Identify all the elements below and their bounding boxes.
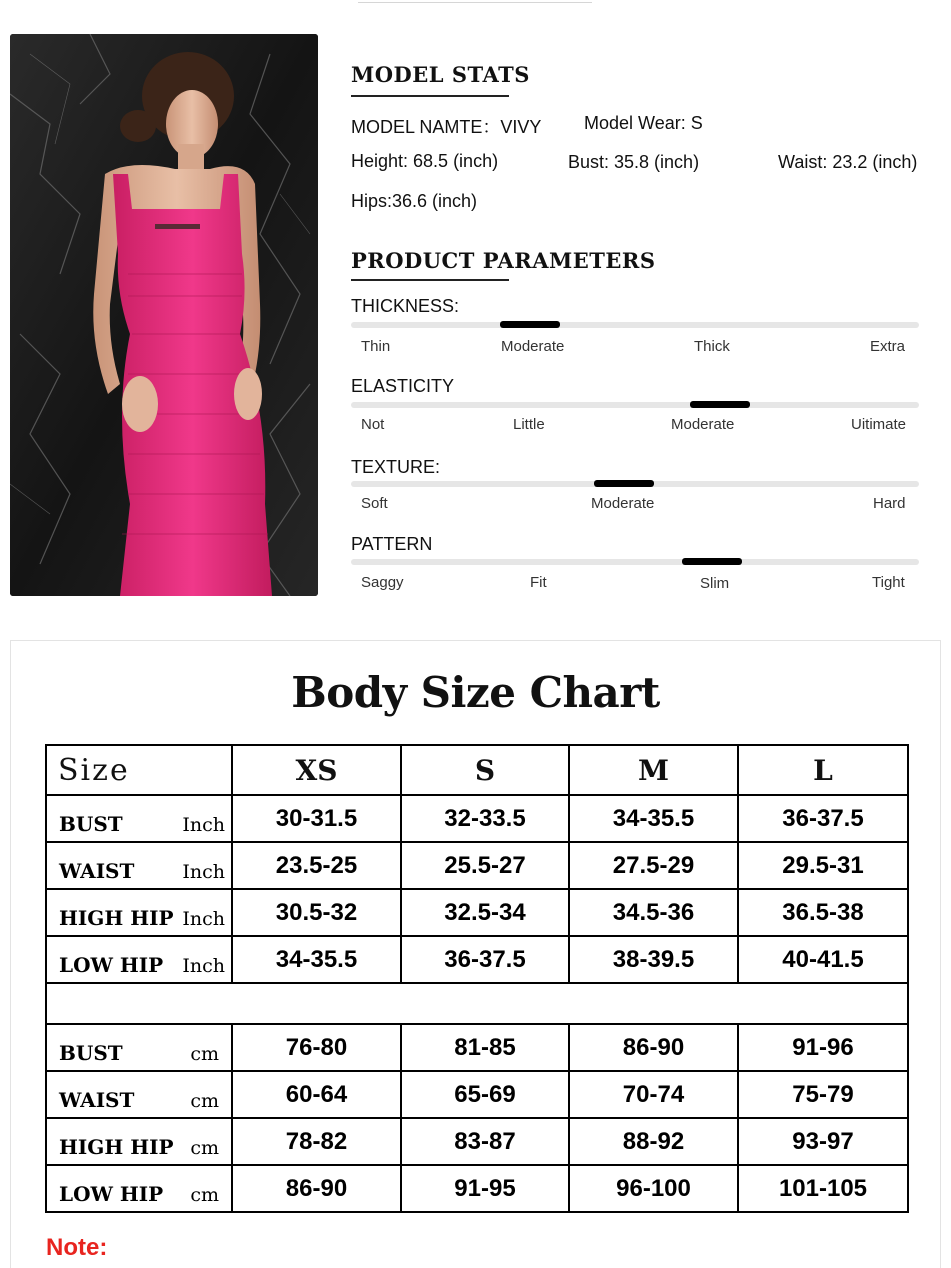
table-row	[46, 842, 908, 889]
table-cell: 32.5-34	[401, 889, 569, 936]
note-label: Note:	[46, 1234, 108, 1261]
thickness-scale-label: Moderate	[501, 338, 565, 355]
row-name: WAIST	[59, 859, 135, 883]
model-name: MODEL NAMTE：VIVY	[351, 117, 542, 137]
table-cell: 34-35.5	[569, 795, 738, 842]
row-name: HIGH HIP	[59, 1135, 174, 1159]
top-divider	[358, 2, 592, 3]
table-cell: 91-96	[738, 1024, 908, 1071]
table-cell: 81-85	[401, 1024, 569, 1071]
table-cell: 75-79	[738, 1071, 908, 1118]
table-cell: 25.5-27	[401, 842, 569, 889]
row-unit: Inch	[182, 955, 225, 977]
model-wear: Model Wear: S	[584, 113, 703, 133]
model-bust: Bust: 35.8 (inch)	[568, 152, 700, 172]
thickness-marker	[500, 321, 560, 328]
table-cell: 78-82	[232, 1118, 401, 1165]
model-photo	[10, 34, 318, 596]
model-stats-title: MODEL STATS	[351, 62, 530, 87]
elasticity-marker	[690, 401, 750, 408]
row-unit: cm	[190, 1043, 219, 1065]
table-cell: 76-80	[232, 1024, 401, 1071]
row-label	[46, 1024, 232, 1071]
table-cell: 23.5-25	[232, 842, 401, 889]
row-label	[46, 889, 232, 936]
size-column-header: XS	[232, 745, 401, 795]
product-parameters-title: PRODUCT PARAMETERS	[351, 248, 656, 273]
pattern-scale-label: Tight	[872, 574, 905, 591]
size-header-row	[46, 745, 908, 795]
table-cell: 36-37.5	[401, 936, 569, 983]
row-label	[46, 1118, 232, 1165]
table-row	[46, 1165, 908, 1212]
thickness-track	[351, 322, 919, 328]
table-spacer-row	[46, 983, 908, 1024]
table-row	[46, 889, 908, 936]
table-cell: 30.5-32	[232, 889, 401, 936]
table-cell: 30-31.5	[232, 795, 401, 842]
table-cell: 86-90	[232, 1165, 401, 1212]
thickness-scale-label: Thick	[694, 338, 730, 355]
row-name: BUST	[59, 1041, 123, 1065]
elasticity-scale-label: Not	[361, 416, 385, 433]
row-unit: Inch	[182, 861, 225, 883]
table-cell: 88-92	[569, 1118, 738, 1165]
row-label	[46, 795, 232, 842]
table-row	[46, 1118, 908, 1165]
row-label	[46, 842, 232, 889]
model-waist: Waist: 23.2 (inch)	[778, 152, 918, 172]
table-cell: 91-95	[401, 1165, 569, 1212]
table-cell: 34-35.5	[232, 936, 401, 983]
pattern-scale-label: Slim	[700, 575, 730, 592]
size-chart-table	[45, 744, 909, 1213]
row-unit: cm	[190, 1137, 219, 1159]
elasticity-scale-label: Little	[513, 416, 545, 433]
texture-marker	[594, 480, 654, 487]
size-header: Size	[46, 745, 232, 795]
table-cell: 70-74	[569, 1071, 738, 1118]
pattern-scale-label: Saggy	[361, 574, 404, 591]
table-cell: 96-100	[569, 1165, 738, 1212]
table-cell: 38-39.5	[569, 936, 738, 983]
row-unit: cm	[190, 1090, 219, 1112]
texture-scale-label: Hard	[873, 495, 906, 512]
row-unit: Inch	[182, 814, 225, 836]
row-unit: Inch	[182, 908, 225, 930]
texture-label: TEXTURE:	[351, 457, 441, 477]
spacer-cell	[46, 983, 908, 1024]
model-hips: Hips:36.6 (inch)	[351, 191, 478, 211]
row-label	[46, 936, 232, 983]
thickness-label: THICKNESS:	[351, 296, 460, 316]
row-name: WAIST	[59, 1088, 135, 1112]
table-cell: 29.5-31	[738, 842, 908, 889]
table-cell: 27.5-29	[569, 842, 738, 889]
texture-scale-label: Soft	[361, 495, 388, 512]
elasticity-scale-label: Uitimate	[851, 416, 907, 433]
size-column-header: S	[401, 745, 569, 795]
table-row	[46, 795, 908, 842]
model-height: Height: 68.5 (inch)	[351, 151, 499, 171]
pattern-track	[351, 559, 919, 565]
row-name: BUST	[59, 812, 123, 836]
thickness-scale-label: Thin	[361, 338, 391, 355]
pattern-label: PATTERN	[351, 534, 433, 554]
size-column-header: M	[569, 745, 738, 795]
table-cell: 93-97	[738, 1118, 908, 1165]
row-name: LOW HIP	[59, 1182, 164, 1206]
table-cell: 65-69	[401, 1071, 569, 1118]
table-cell: 60-64	[232, 1071, 401, 1118]
model-stats-underline	[351, 95, 509, 97]
table-cell: 83-87	[401, 1118, 569, 1165]
pattern-marker	[682, 558, 742, 565]
table-cell: 32-33.5	[401, 795, 569, 842]
elasticity-track	[351, 402, 919, 408]
table-row	[46, 1024, 908, 1071]
texture-scale-label: Moderate	[591, 495, 655, 512]
size-chart-title: Body Size Chart	[291, 668, 660, 717]
table-row	[46, 1071, 908, 1118]
thickness-scale-label: Extra	[870, 338, 906, 355]
table-cell: 34.5-36	[569, 889, 738, 936]
table-cell: 101-105	[738, 1165, 908, 1212]
pattern-scale-label: Fit	[530, 574, 547, 591]
row-label	[46, 1165, 232, 1212]
row-name: LOW HIP	[59, 953, 164, 977]
row-label	[46, 1071, 232, 1118]
table-cell: 40-41.5	[738, 936, 908, 983]
product-parameters-underline	[351, 279, 509, 281]
table-cell: 36.5-38	[738, 889, 908, 936]
elasticity-scale-label: Moderate	[671, 416, 735, 433]
elasticity-label: ELASTICITY	[351, 376, 455, 396]
row-name: HIGH HIP	[59, 906, 174, 930]
size-column-header: L	[738, 745, 908, 795]
row-unit: cm	[190, 1184, 219, 1206]
table-cell: 86-90	[569, 1024, 738, 1071]
texture-track	[351, 481, 919, 487]
table-row	[46, 936, 908, 983]
table-cell: 36-37.5	[738, 795, 908, 842]
